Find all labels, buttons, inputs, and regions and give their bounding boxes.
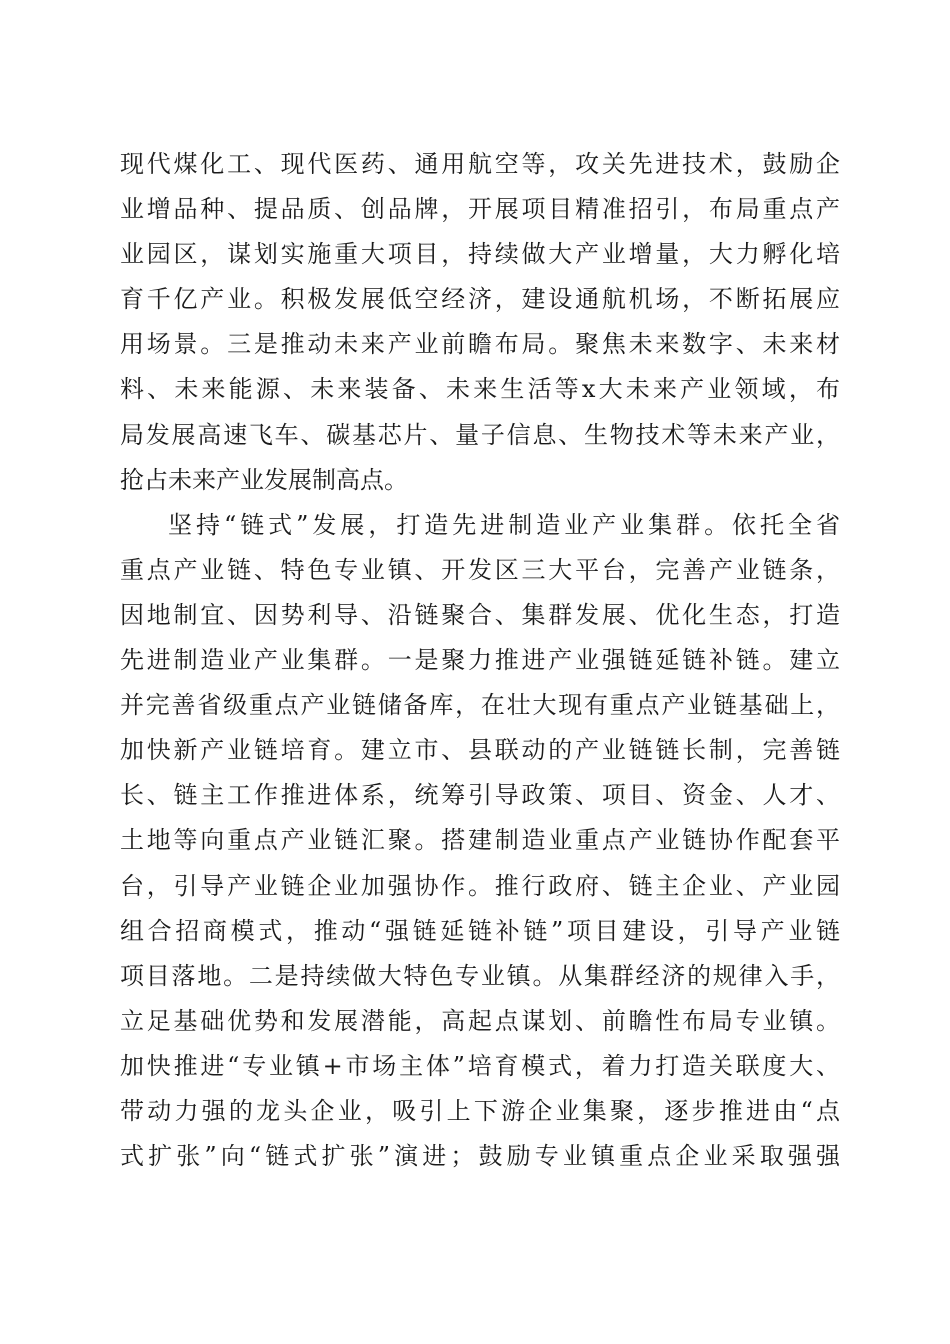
text-line: 料、未来能源、未来装备、未来生活等x大未来产业领域，布 [120,375,840,404]
text-line: 带动力强的龙头企业，吸引上下游企业集聚，逐步推进由“点 [120,1096,840,1125]
text-line: 用场景。三是推动未来产业前瞻布局。聚焦未来数字、未来材 [120,330,840,359]
text-line: 长、链主工作推进体系，统筹引导政策、项目、资金、人才、 [120,781,840,810]
text-line: 项目落地。二是持续做大特色专业镇。从集群经济的规律入手， [120,961,840,990]
text-line: 业增品种、提品质、创品牌，开展项目精准招引，布局重点产 [120,195,840,224]
text-line: 并完善省级重点产业链储备库，在壮大现有重点产业链基础上， [120,691,840,720]
text-line: 业园区，谋划实施重大项目，持续做大产业增量，大力孵化培 [120,240,840,269]
text-line: 抢占未来产业发展制高点。 [120,465,408,494]
text-line: 加快新产业链培育。建立市、县联动的产业链链长制，完善链 [120,736,840,765]
text-line: 台，引导产业链企业加强协作。推行政府、链主企业、产业园 [120,871,840,900]
text-line: 重点产业链、特色专业镇、开发区三大平台，完善产业链条， [120,555,840,584]
text-line: 加快推进“专业镇+市场主体”培育模式，着力打造关联度大、 [120,1051,840,1080]
text-line: 组合招商模式，推动“强链延链补链”项目建设，引导产业链 [120,916,840,945]
text-line: 现代煤化工、现代医药、通用航空等，攻关先进技术，鼓励企 [120,150,840,178]
document-body [120,142,840,1179]
text-line: 式扩张”向“链式扩张”演进；鼓励专业镇重点企业采取强强 [120,1142,840,1171]
text-line: 先进制造业产业集群。一是聚力推进产业强链延链补链。建立 [120,646,840,675]
paragraph-2 [120,503,840,1179]
text-line: 立足基础优势和发展潜能，高起点谋划、前瞻性布局专业镇。 [120,1006,840,1035]
text-line: 因地制宜、因势利导、沿链聚合、集群发展、优化生态，打造 [120,600,840,629]
paragraph-1 [120,142,840,503]
text-line: 坚持“链式”发展，打造先进制造业产业集群。依托全省 [168,510,840,539]
text-line: 育千亿产业。积极发展低空经济，建设通航机场，不断拓展应 [120,285,840,314]
text-line: 局发展高速飞车、碳基芯片、量子信息、生物技术等未来产业， [120,420,840,449]
text-line: 土地等向重点产业链汇聚。搭建制造业重点产业链协作配套平 [120,826,840,855]
